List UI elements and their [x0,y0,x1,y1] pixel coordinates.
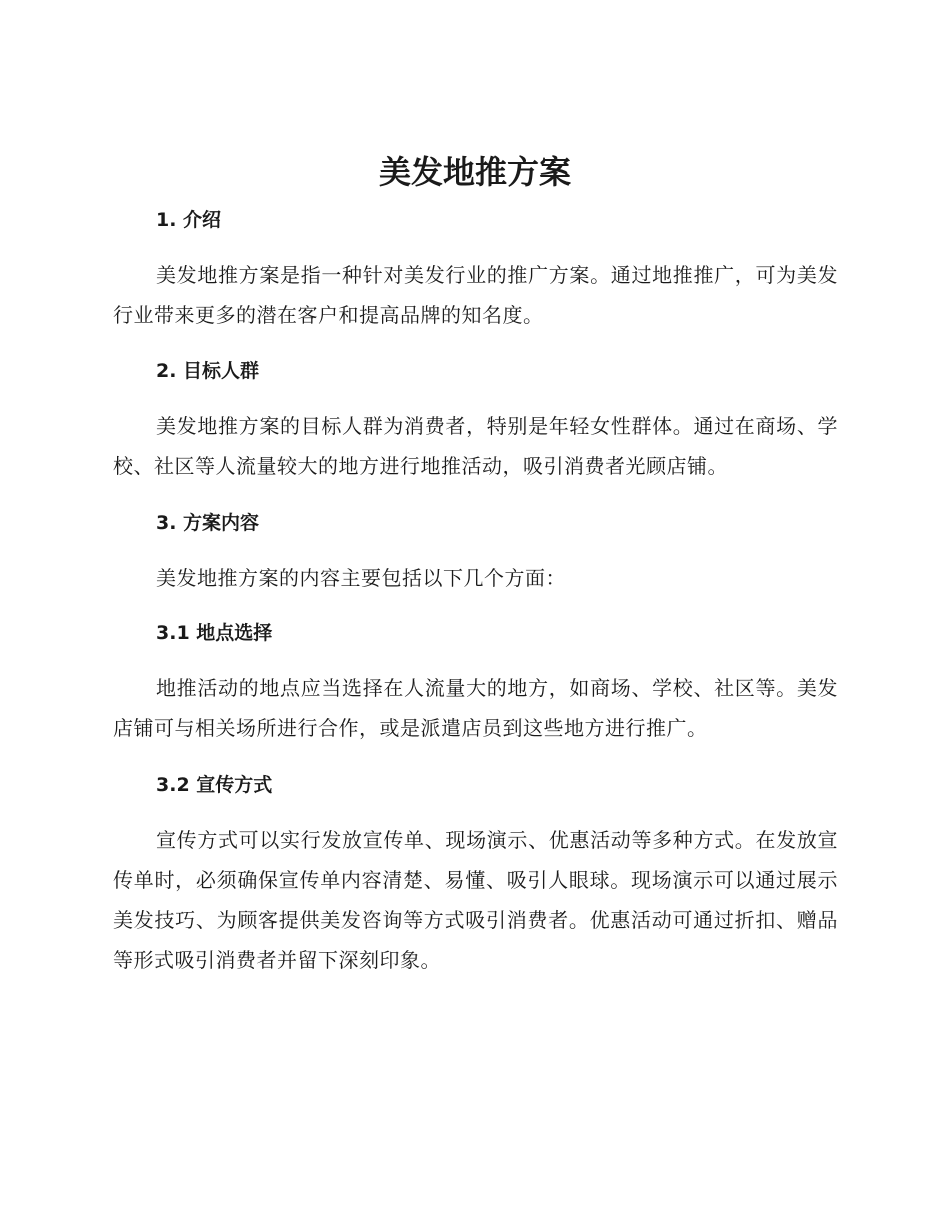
section-heading-location: 3.1 地点选择 [156,622,273,644]
document-title: 美发地推方案 [378,153,571,191]
section-paragraph-intro: 美发地推方案是指一种针对美发行业的推广方案。通过地推推广，可为美发行业带来更多的潜在客户和提高品牌的知名度。 [113,263,838,327]
section-paragraph-target-audience: 美发地推方案的目标人群为消费者，特别是年轻女性群体。通过在商场、学校、社区等人流量较大的地方进行地推活动，吸引消费者光顾店铺。 [113,414,838,478]
section-heading-plan-content: 3. 方案内容 [156,512,260,534]
section-heading-target-audience: 2. 目标人群 [156,360,260,382]
section-heading-promotion: 3.2 宣传方式 [156,774,273,796]
section-heading-intro: 1. 介绍 [156,209,222,231]
section-paragraph-location: 地推活动的地点应当选择在人流量大的地方，如商场、学校、社区等。美发店铺可与相关场所进行合作，或是派遣店员到这些地方进行推广。 [113,676,838,740]
section-paragraph-plan-content: 美发地推方案的内容主要包括以下几个方面： [156,566,566,590]
section-paragraph-promotion: 宣传方式可以实行发放宣传单、现场演示、优惠活动等多种方式。在发放宣传单时，必须确保宣传单内容清楚、易懂、吸引人眼球。现场演示可以通过展示美发技巧、为顾客提供美发咨询等方式吸引消费者。优惠活动可通过折扣、赠品等形式吸引消费者并留下深刻印象。 [113,828,838,972]
